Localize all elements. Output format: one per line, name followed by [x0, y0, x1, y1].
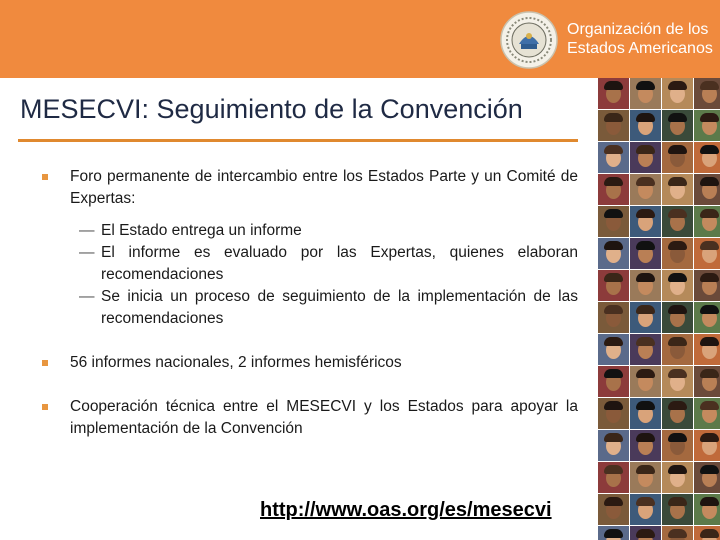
photo-hair — [604, 465, 623, 474]
photo-hair — [604, 145, 623, 154]
photo-tile — [694, 494, 720, 525]
slide-content — [40, 166, 578, 440]
photo-tile — [694, 174, 720, 205]
bullet-marker-icon — [42, 174, 48, 180]
photo-hair — [668, 177, 687, 186]
photo-tile — [630, 398, 661, 429]
dash-marker: — — [79, 288, 95, 305]
photo-tile — [694, 430, 720, 461]
photo-hair — [604, 113, 623, 122]
photo-hair — [636, 81, 655, 90]
photo-hair — [636, 529, 655, 538]
photo-tile — [694, 206, 720, 237]
photo-hair — [668, 401, 687, 410]
photo-tile — [662, 366, 693, 397]
oas-seal-icon — [499, 10, 559, 70]
photo-hair — [668, 369, 687, 378]
photo-tile — [598, 526, 629, 540]
photo-hair — [604, 369, 623, 378]
photo-tile — [694, 366, 720, 397]
org-name-line1: Organización de los — [567, 21, 709, 38]
photo-tile — [662, 334, 693, 365]
bullet-marker-icon — [42, 404, 48, 410]
photo-hair — [700, 369, 719, 378]
photo-tile — [694, 398, 720, 429]
photo-tile — [630, 366, 661, 397]
photo-hair — [668, 113, 687, 122]
photo-tile — [630, 526, 661, 540]
photo-tile — [662, 110, 693, 141]
photo-hair — [636, 369, 655, 378]
photo-hair — [604, 241, 623, 250]
sub-list — [40, 220, 578, 330]
photo-tile — [662, 238, 693, 269]
photo-tile — [598, 462, 629, 493]
sub-item — [40, 220, 578, 242]
photo-hair — [668, 273, 687, 282]
photo-collage — [598, 78, 720, 540]
photo-tile — [694, 78, 720, 109]
photo-hair — [636, 273, 655, 282]
sub-item — [40, 286, 578, 330]
photo-tile — [598, 366, 629, 397]
photo-tile — [630, 494, 661, 525]
photo-hair — [700, 305, 719, 314]
photo-hair — [668, 529, 687, 538]
photo-hair — [700, 273, 719, 282]
photo-hair — [700, 177, 719, 186]
photo-hair — [636, 145, 655, 154]
photo-hair — [636, 209, 655, 218]
photo-tile — [694, 526, 720, 540]
photo-hair — [668, 81, 687, 90]
photo-tile — [662, 174, 693, 205]
photo-tile — [598, 206, 629, 237]
photo-tile — [598, 78, 629, 109]
photo-tile — [694, 270, 720, 301]
sub-item-text: Se inicia un proceso de seguimiento de la implementación de las recomendaciones — [101, 288, 578, 327]
photo-hair — [668, 209, 687, 218]
photo-hair — [700, 497, 719, 506]
photo-tile — [630, 174, 661, 205]
photo-tile — [630, 238, 661, 269]
photo-hair — [604, 337, 623, 346]
photo-tile — [662, 206, 693, 237]
photo-hair — [668, 465, 687, 474]
dash-marker: — — [79, 244, 95, 261]
photo-tile — [630, 334, 661, 365]
photo-tile — [662, 430, 693, 461]
photo-tile — [630, 462, 661, 493]
sub-item — [40, 242, 578, 286]
bullet-item — [40, 396, 578, 440]
photo-tile — [598, 302, 629, 333]
photo-tile — [630, 78, 661, 109]
photo-hair — [636, 337, 655, 346]
photo-tile — [662, 462, 693, 493]
photo-hair — [636, 465, 655, 474]
photo-tile — [662, 302, 693, 333]
photo-hair — [604, 433, 623, 442]
photo-hair — [700, 465, 719, 474]
photo-hair — [668, 145, 687, 154]
photo-hair — [668, 337, 687, 346]
photo-tile — [598, 174, 629, 205]
photo-tile — [598, 334, 629, 365]
photo-hair — [668, 433, 687, 442]
photo-tile — [662, 78, 693, 109]
photo-tile — [662, 494, 693, 525]
mesecvi-link[interactable]: http://www.oas.org/es/mesecvi — [260, 499, 552, 521]
photo-hair — [700, 529, 719, 538]
photo-hair — [636, 177, 655, 186]
photo-hair — [700, 145, 719, 154]
bullet-item — [40, 352, 578, 374]
title-divider — [18, 139, 578, 142]
photo-hair — [604, 177, 623, 186]
photo-hair — [700, 401, 719, 410]
photo-hair — [604, 209, 623, 218]
photo-hair — [636, 241, 655, 250]
photo-tile — [598, 430, 629, 461]
photo-tile — [598, 142, 629, 173]
bullet-text: 56 informes nacionales, 2 informes hemisféricos — [70, 354, 402, 371]
photo-tile — [630, 270, 661, 301]
photo-hair — [700, 241, 719, 250]
photo-tile — [630, 302, 661, 333]
photo-tile — [598, 270, 629, 301]
photo-hair — [604, 497, 623, 506]
photo-hair — [668, 305, 687, 314]
photo-hair — [700, 433, 719, 442]
photo-tile — [662, 270, 693, 301]
photo-tile — [694, 302, 720, 333]
bullet-item — [40, 166, 578, 210]
photo-hair — [700, 81, 719, 90]
photo-tile — [662, 526, 693, 540]
photo-hair — [636, 497, 655, 506]
photo-tile — [630, 142, 661, 173]
photo-hair — [668, 497, 687, 506]
org-name-line2: Estados Americanos — [567, 40, 713, 57]
photo-hair — [636, 305, 655, 314]
photo-tile — [598, 494, 629, 525]
photo-tile — [662, 398, 693, 429]
photo-hair — [636, 113, 655, 122]
photo-tile — [694, 334, 720, 365]
photo-hair — [700, 337, 719, 346]
photo-tile — [694, 462, 720, 493]
bullet-text: Foro permanente de intercambio entre los Estados Parte y un Comité de Expertas: — [70, 168, 578, 207]
photo-hair — [636, 433, 655, 442]
photo-tile — [630, 110, 661, 141]
page-title: MESECVI: Seguimiento de la Convención — [20, 94, 523, 124]
photo-hair — [700, 113, 719, 122]
photo-tile — [694, 238, 720, 269]
bullet-text: Cooperación técnica entre el MESECVI y los Estados para apoyar la implementación de la Convención — [70, 398, 578, 437]
photo-tile — [598, 238, 629, 269]
organization-name — [567, 20, 717, 58]
dash-marker: — — [79, 222, 95, 239]
photo-hair — [700, 209, 719, 218]
photo-hair — [604, 529, 623, 538]
photo-hair — [604, 305, 623, 314]
photo-tile — [598, 110, 629, 141]
photo-hair — [604, 401, 623, 410]
header-bar — [0, 0, 720, 78]
photo-tile — [694, 142, 720, 173]
sub-item-text: El informe es evaluado por las Expertas, quienes elaboran recomendaciones — [101, 244, 578, 283]
bullet-marker-icon — [42, 360, 48, 366]
photo-tile — [694, 110, 720, 141]
photo-hair — [604, 273, 623, 282]
photo-tile — [630, 430, 661, 461]
photo-hair — [636, 401, 655, 410]
sub-item-text: El Estado entrega un informe — [101, 222, 302, 239]
photo-hair — [668, 241, 687, 250]
photo-tile — [598, 398, 629, 429]
photo-hair — [604, 81, 623, 90]
photo-tile — [662, 142, 693, 173]
photo-tile — [630, 206, 661, 237]
